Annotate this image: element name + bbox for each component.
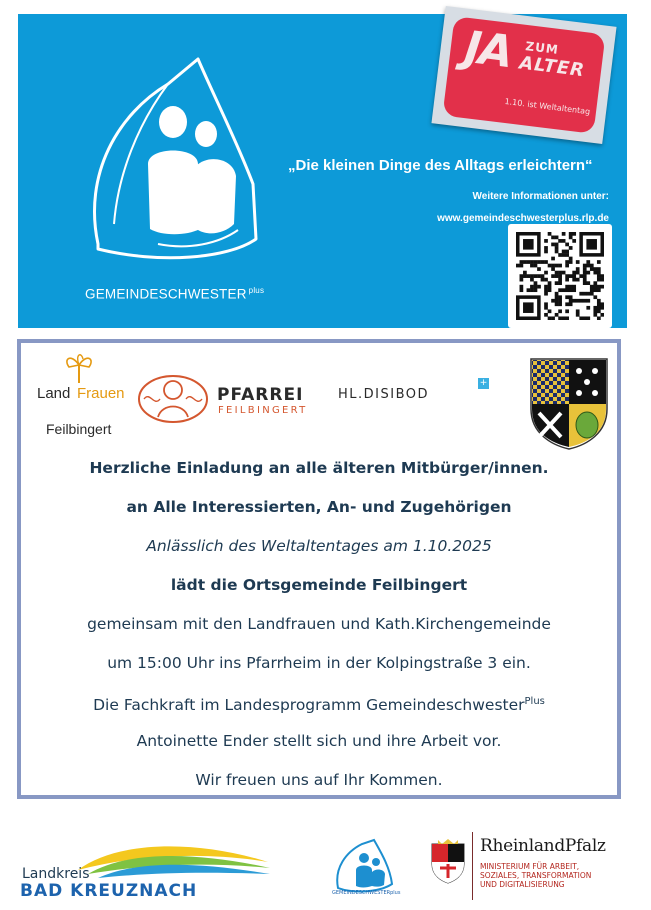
- invite-line-6: um 15:00 Uhr ins Pfarrheim in der Kolpingstraße 3 ein.: [107, 654, 531, 672]
- invite-line-5: gemeinsam mit den Landfrauen und Kath.Kirchengemeinde: [87, 615, 551, 633]
- stamp-label: [442, 16, 605, 134]
- pfarrei-emblem-icon: [136, 373, 210, 425]
- rlp-ministry-line-3: UND DIGITALISIERUNG: [480, 880, 565, 889]
- landkreis-logo: [18, 840, 276, 902]
- pfarrei-name: HL.DISIBOD: [338, 387, 430, 402]
- qr-code[interactable]: [508, 224, 612, 328]
- gemeindeschwester-small-label: GEMEINDESCHWESTERplus: [332, 890, 401, 896]
- stamp-zum: ZUM: [524, 39, 560, 57]
- stamp-date: 1.10. ist Weltaltentag: [504, 96, 591, 117]
- qr-code-icon: [516, 232, 604, 320]
- flower-icon: [59, 351, 99, 385]
- gemeindeschwester-logo-icon: [78, 54, 268, 269]
- rlp-ministry: [480, 862, 591, 889]
- stamp-ja: JA: [461, 21, 515, 79]
- landkreis-label: Landkreis: [22, 866, 90, 882]
- invitation-box: [17, 339, 621, 799]
- rlp-ministry-line-1: MINISTERIUM FÜR ARBEIT,: [480, 862, 580, 871]
- invite-line-7-text: Die Fachkraft im Landesprogramm Gemeindeschwester: [93, 696, 525, 715]
- tagline: „Die kleinen Dinge des Alltags erleichtern“: [288, 157, 593, 174]
- rlp-ministry-line-2: SOZIALES, TRANSFORMATION: [480, 871, 592, 880]
- rlp-name: RheinlandPfalz: [480, 836, 606, 856]
- invite-line-3: Anlässlich des Weltaltentages am 1.10.2025: [146, 537, 492, 555]
- invitation-text: [21, 453, 617, 804]
- brand-name-text: GEMEINDESCHWESTER: [85, 286, 247, 302]
- landfrauen-place: Feilbingert: [46, 421, 112, 437]
- landfrauen-land: Land: [37, 385, 71, 402]
- invite-line-1: Herzliche Einladung an alle älteren Mitbürger/innen.: [89, 459, 549, 477]
- landfrauen-logo: [33, 351, 123, 447]
- coat-of-arms-icon: [529, 357, 609, 451]
- weltaltentag-stamp: [431, 6, 616, 144]
- info-url-link[interactable]: www.gemeindeschwesterplus.rlp.de: [437, 213, 609, 224]
- invite-line-8: Antoinette Ender stellt sich und ihre Arbeit vor.: [136, 732, 502, 750]
- brand-name: [85, 286, 264, 302]
- pfarrei-subtitle: FEILBINGERT: [218, 405, 308, 416]
- header-banner: [18, 14, 627, 328]
- invite-line-7: [21, 687, 617, 726]
- stamp-alter: ALTER: [518, 52, 587, 82]
- rlp-coat-of-arms-icon: [430, 838, 466, 884]
- gemeindeschwester-small-logo-icon: [330, 838, 400, 896]
- brand-superscript: plus: [248, 286, 265, 295]
- invite-line-9: Wir freuen uns auf Ihr Kommen.: [195, 771, 443, 789]
- invite-line-7-sup: Plus: [524, 696, 545, 707]
- pfarrei-title: PFARREI: [217, 385, 304, 405]
- rlp-divider: [472, 832, 473, 900]
- invite-line-2: an Alle Interessierten, An- und Zugehörigen: [126, 498, 512, 516]
- partner-logos: [21, 343, 617, 453]
- landkreis-name: BAD KREUZNACH: [20, 881, 198, 901]
- landfrauen-frauen: Frauen: [77, 385, 125, 402]
- info-label: Weitere Informationen unter:: [472, 191, 609, 202]
- pfarrei-cross-icon: +: [479, 378, 488, 388]
- invite-line-4: lädt die Ortsgemeinde Feilbingert: [170, 576, 468, 594]
